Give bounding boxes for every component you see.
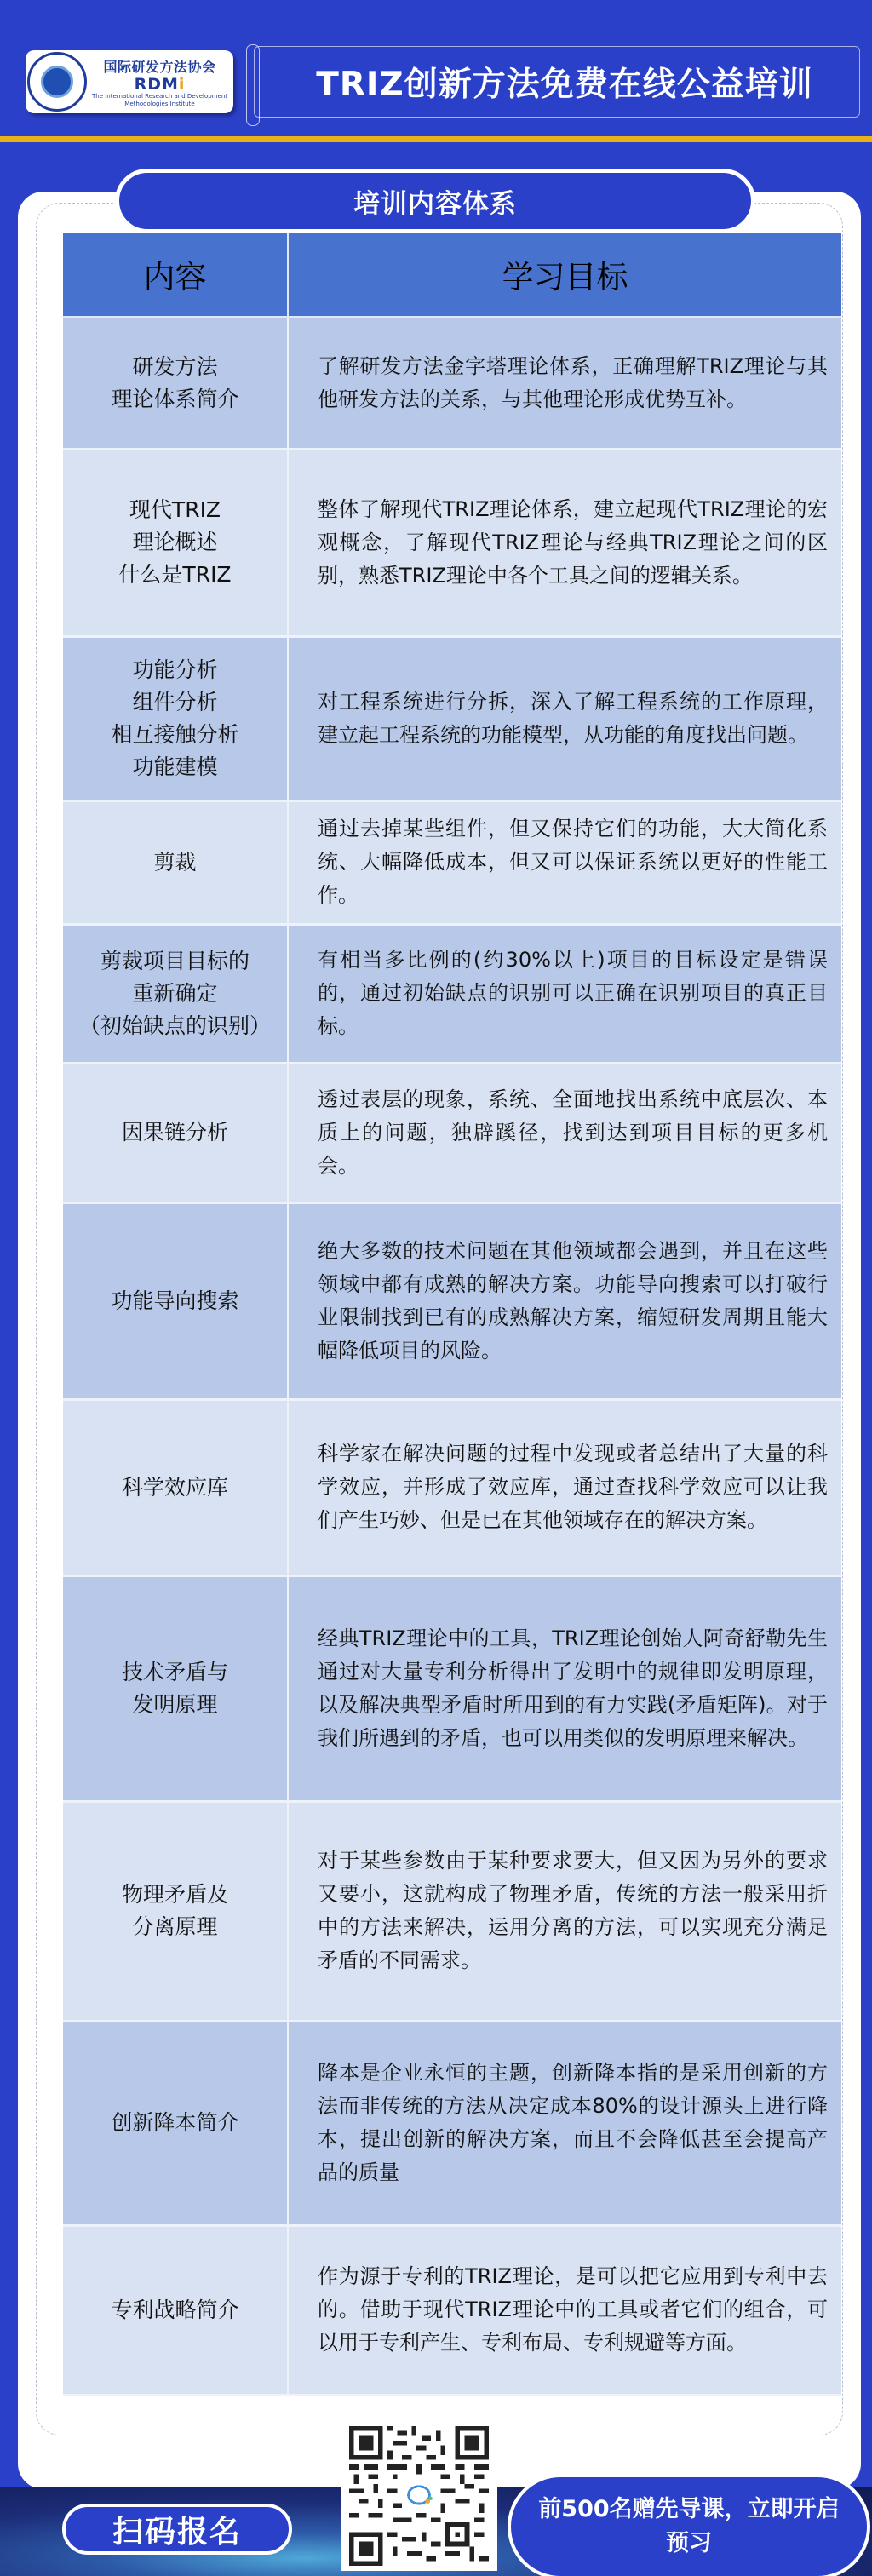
topic-line: 科学效应库 <box>121 1474 228 1500</box>
topic-line: 相互接触分析 <box>111 721 239 747</box>
qr-code-icon <box>346 2426 492 2566</box>
logo-abbr-main: RDM <box>134 74 179 94</box>
table-row <box>63 800 841 924</box>
topic-cell <box>63 800 288 924</box>
table-row <box>63 924 841 1063</box>
topic-line: 功能导向搜索 <box>111 1288 239 1313</box>
logo-name-en-2: Methodologies Institute <box>124 100 195 107</box>
topic-cell <box>63 1399 288 1575</box>
section-title: 培训内容体系 <box>353 188 517 220</box>
topic-line: 创新降本简介 <box>111 2110 239 2135</box>
topic-line: 什么是TRIZ <box>118 562 232 587</box>
table-row <box>63 1801 841 2021</box>
topic-line: 功能分析 <box>132 657 218 682</box>
table-row <box>63 1399 841 1575</box>
topic-cell <box>63 2225 288 2395</box>
topic-cell <box>63 449 288 636</box>
goal-cell: 透过表层的现象，系统、全面地找出系统中底层次、本质上的问题，独辟蹊径，找到达到项目目标的更多机会。 <box>288 1063 841 1202</box>
goal-cell: 整体了解现代TRIZ理论体系，建立起现代TRIZ理论的宏观概念，了解现代TRIZ理论与经典TRIZ理论之间的区别，熟悉TRIZ理论中各个工具之间的逻辑关系。 <box>288 449 841 636</box>
topic-cell <box>63 924 288 1063</box>
topic-line: 剪裁 <box>153 849 197 875</box>
topic-line: 重新确定 <box>132 980 218 1006</box>
column-header-goal: 学习目标 <box>288 233 841 317</box>
topic-line: 专利战略简介 <box>111 2297 239 2322</box>
goal-cell: 经典TRIZ理论中的工具，TRIZ理论创始人阿奇舒勒先生通过对大量专利分析得出了发明中的规律即发明原理，以及解决典型矛盾时所用到的有力实践(矛盾矩阵)。对于我们所遇到的矛盾，也可以用类似的发明原理来解决。 <box>288 1575 841 1801</box>
topic-cell <box>63 317 288 449</box>
gold-divider <box>0 136 872 142</box>
goal-cell: 了解研发方法金字塔理论体系，正确理解TRIZ理论与其他研发方法的关系，与其他理论形成优势互补。 <box>288 317 841 449</box>
logo-name-en-1: The International Research and Development <box>92 92 227 100</box>
topic-line: 研发方法 <box>132 353 218 379</box>
topic-cell <box>63 1063 288 1202</box>
logo-abbr <box>135 76 186 93</box>
table-row <box>63 1202 841 1399</box>
goal-cell: 降本是企业永恒的主题，创新降本指的是采用创新的方法而非传统的方法从决定成本80%的设计源头上进行降本，提出创新的解决方案，而且不会降低甚至会提高产品的质量 <box>288 2021 841 2225</box>
table-header-row <box>63 233 841 317</box>
logo-abbr-accent: i <box>178 74 186 94</box>
rdmi-seal-icon <box>27 52 87 112</box>
topic-line: 理论概述 <box>132 530 218 554</box>
table-row <box>63 449 841 636</box>
topic-line: 组件分析 <box>132 689 218 714</box>
section-title-tab <box>115 169 755 233</box>
topic-line: 理论体系简介 <box>111 386 239 411</box>
topic-cell <box>63 1801 288 2021</box>
table-row <box>63 317 841 449</box>
logo-text <box>92 56 227 108</box>
table-row <box>63 1575 841 1801</box>
page-title: TRIZ创新方法免费在线公益培训 <box>316 66 813 104</box>
goal-cell: 通过去掉某些组件，但又保持它们的功能，大大简化系统、大幅降低成本，但又可以保证系统以更好的性能工作。 <box>288 800 841 924</box>
table-row <box>63 2225 841 2395</box>
title-banner <box>254 46 860 118</box>
topic-line: 因果链分析 <box>121 1120 228 1145</box>
goal-cell: 绝大多数的技术问题在其他领域都会遇到，并且在这些领域中都有成熟的解决方案。功能导向搜索可以打破行业限制找到已有的成熟解决方案，缩短研发周期且能大幅降低项目的风险。 <box>288 1202 841 1399</box>
table-row <box>63 636 841 800</box>
topic-line: 分离原理 <box>132 1914 218 1939</box>
rdmi-logo <box>26 50 233 113</box>
table-row <box>63 2021 841 2225</box>
goal-cell: 作为源于专利的TRIZ理论，是可以把它应用到专利中去的。借助于现代TRIZ理论中的工具或者它们的组合，可以用于专利产生、专利布局、专利规避等方面。 <box>288 2225 841 2395</box>
promo-banner[interactable] <box>508 2474 870 2576</box>
goal-cell: 有相当多比例的(约30%以上)项目的目标设定是错误的，通过初始缺点的识别可以正确在识别项目的真正目标。 <box>288 924 841 1063</box>
topic-line: 现代TRIZ <box>129 497 221 522</box>
table-row <box>63 1063 841 1202</box>
topic-line: 功能建模 <box>132 754 218 779</box>
goal-cell: 对工程系统进行分拆，深入了解工程系统的工作原理，建立起工程系统的功能模型，从功能的角度找出问题。 <box>288 636 841 800</box>
topic-line: 技术矛盾与 <box>121 1659 228 1684</box>
topic-cell <box>63 636 288 800</box>
scan-signup-button[interactable] <box>62 2504 292 2555</box>
topic-line: 物理矛盾及 <box>121 1882 228 1907</box>
column-header-content: 内容 <box>63 233 288 317</box>
topic-cell <box>63 1202 288 1399</box>
goal-cell: 对于某些参数由于某种要求要大，但又因为另外的要求又要小，这就构成了物理矛盾，传统的方法一般采用折中的方法来解决，运用分离的方法，可以实现充分满足矛盾的不同需求。 <box>288 1801 841 2021</box>
topic-line: （初始缺点的识别） <box>78 1013 271 1038</box>
topic-line: 剪裁项目目标的 <box>100 948 250 973</box>
course-table <box>63 233 841 2396</box>
promo-text: 前500名赠先导课，立即开启预习 <box>538 2496 840 2556</box>
signup-qr-code[interactable] <box>341 2421 497 2571</box>
topic-cell <box>63 2021 288 2225</box>
topic-line: 发明原理 <box>132 1691 218 1717</box>
goal-cell: 科学家在解决问题的过程中发现或者总结出了大量的科学效应，并形成了效应库，通过查找科学效应可以让我们产生巧妙、但是已在其他领域存在的解决方案。 <box>288 1399 841 1575</box>
topic-cell <box>63 1575 288 1801</box>
logo-name-cn: 国际研发方法协会 <box>103 58 216 75</box>
scan-signup-label: 扫码报名 <box>112 2514 242 2550</box>
